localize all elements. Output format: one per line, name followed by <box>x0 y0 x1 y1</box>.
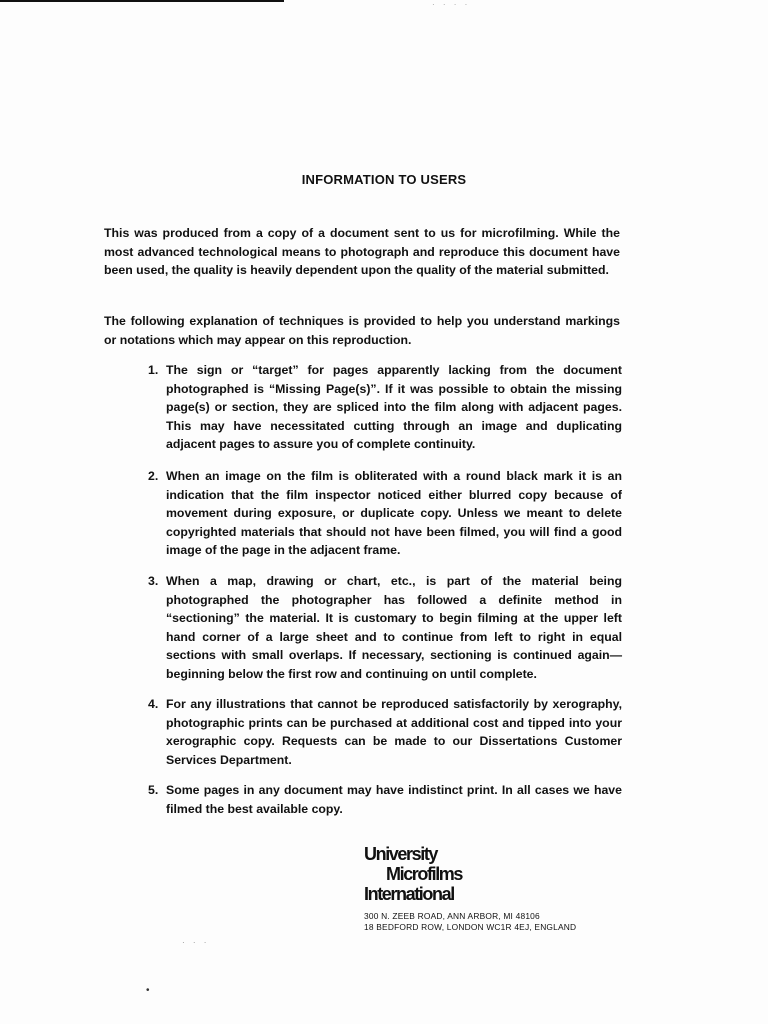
address-line-uk: 18 BEDFORD ROW, LONDON WC1R 4EJ, ENGLAND <box>364 922 577 932</box>
list-item-text: For any illustrations that cannot be reproduced satisfactorily by xerography, photographic prints can be purchased at additional cost and tipped into your xerographic copy. Requests can be made to our Dissertations Customer Services Department. <box>166 697 622 767</box>
list-item-number: 4. <box>148 697 159 711</box>
explanation-paragraph: The following explanation of techniques is provided to help you understand markings or notations which may appear on this reproduction. <box>104 314 620 347</box>
page-title: INFORMATION TO USERS <box>301 172 467 187</box>
scan-specks: · · · · <box>432 0 471 9</box>
address-line-us: 300 N. ZEEB ROAD, ANN ARBOR, MI 48106 <box>364 911 540 921</box>
list-item <box>148 695 622 769</box>
publisher-address <box>364 911 576 933</box>
list-item <box>148 572 622 684</box>
list-item-text: The sign or “target” for pages apparently lacking from the document photographed is “Missing Page(s)”. If it was possible to obtain the missing page(s) or section, they are spliced into the film along with adjacent pages. This may have necessitated cutting through an image and duplicating adjacent pages to assure you of complete continuity. <box>166 363 622 452</box>
list-item <box>148 781 622 818</box>
list-item-number: 5. <box>148 783 159 797</box>
scan-specks: · · · <box>182 938 210 947</box>
logo-line-university: University <box>364 844 438 864</box>
list-item-number: 1. <box>148 363 159 377</box>
scan-speck: • <box>146 985 150 996</box>
list-item-text: Some pages in any document may have indistinct print. In all cases we have filmed the best available copy. <box>166 783 622 816</box>
logo-line-microfilms: Microfilms <box>386 864 463 884</box>
publisher-logo <box>364 843 564 905</box>
list-item-number: 2. <box>148 469 159 483</box>
list-item-text: When an image on the film is obliterated with a round black mark it is an indication that the film inspector noticed either blurred copy because of movement during exposure, or duplicate copy. Unless we meant to delete copyrighted materials that should not have been filmed, you will find a good image of the page in the adjacent frame. <box>166 469 622 558</box>
intro-paragraph: This was produced from a copy of a document sent to us for microfilming. While the most advanced technological means to photograph and reproduce this document have been used, the quality is heavily dependent upon the quality of the material submitted. <box>104 226 620 278</box>
logo-line-international: International <box>364 884 454 904</box>
list-item-number: 3. <box>148 574 159 588</box>
list-item-text: When a map, drawing or chart, etc., is part of the material being photographed the photographer has followed a definite method in “sectioning” the material. It is customary to begin filming at the upper left hand corner of a large sheet and to continue from left to right in equal sections with small overlaps. If necessary, sectioning is continued again—beginning below the first row and continuing on until complete. <box>166 574 622 681</box>
list-item <box>148 467 622 560</box>
top-rule <box>0 0 284 2</box>
list-item <box>148 361 622 454</box>
